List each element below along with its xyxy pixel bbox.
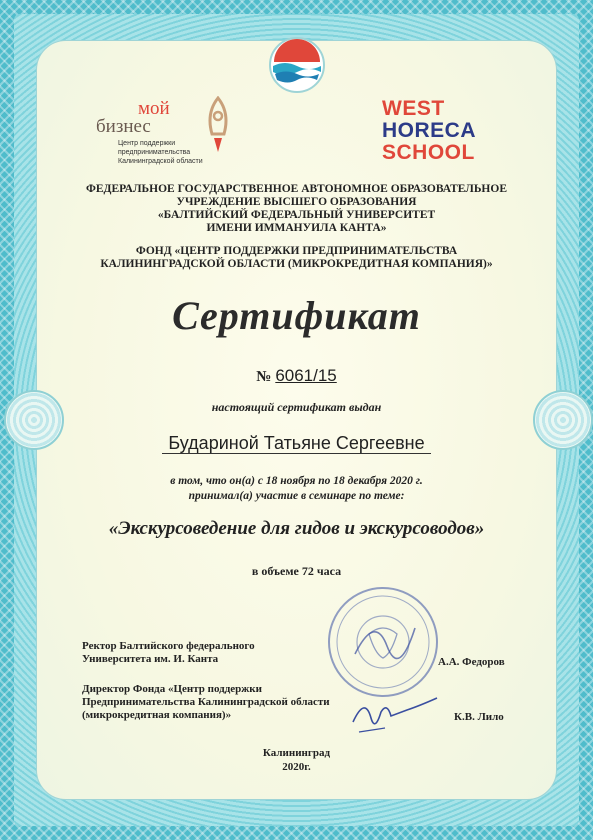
footer-place-date xyxy=(0,746,593,774)
caption-line-1: Центр поддержки xyxy=(118,140,176,147)
wave-emblem-icon xyxy=(268,36,326,94)
certificate-title: Сертификат xyxy=(172,293,421,338)
director-title-line-1: Директор Фонда «Центр поддержки xyxy=(82,683,262,695)
logo-school-text: SCHOOL xyxy=(382,141,475,164)
fund-line-2: КАЛИНИНГРАДСКОЙ ОБЛАСТИ (МИКРОКРЕДИТНАЯ КОМПАНИЯ)» xyxy=(100,258,493,270)
period-line-2: принимал(а) участие в семинаре по теме: xyxy=(188,490,405,502)
director-title-line-3: (микрокредитная компания)» xyxy=(82,709,232,721)
period-line-1: в том, что он(а) с 18 ноября по 18 декабря 2020 г. xyxy=(170,475,423,487)
director-title-line-2: Предпринимательства Калининградской области xyxy=(82,696,330,708)
institution-line-2: УЧРЕЖДЕНИЕ ВЫСШЕГО ОБРАЗОВАНИЯ xyxy=(176,196,417,208)
fund-line-1: ФОНД «ЦЕНТР ПОДДЕРЖКИ ПРЕДПРИНИМАТЕЛЬСТВА xyxy=(135,245,458,257)
rector-name: А.А. Федоров xyxy=(438,656,505,668)
logo-biznes-text: бизнес xyxy=(96,116,151,137)
logo-moy-text: мой xyxy=(138,98,170,119)
institution-heading xyxy=(0,183,593,235)
logo-horeca-text: HORECA xyxy=(382,119,477,142)
footer-city: Калининград xyxy=(262,747,331,759)
fund-heading xyxy=(0,245,593,271)
period-text xyxy=(0,474,593,504)
footer-year: 2020г. xyxy=(282,761,311,773)
caption-line-2: предпринимательства xyxy=(118,149,191,156)
certificate-number xyxy=(0,366,593,386)
institution-line-3: «БАЛТИЙСКИЙ ФЕДЕРАЛЬНЫЙ УНИВЕРСИТЕТ xyxy=(157,209,436,221)
logo-west-text: WEST xyxy=(382,97,445,120)
director-signature-block xyxy=(82,683,330,722)
handwritten-signature-icon xyxy=(345,688,445,738)
director-name: К.В. Лило xyxy=(454,711,504,723)
rector-signature-block xyxy=(82,640,255,666)
rector-title-line-2: Университета им. И. Канта xyxy=(82,653,219,665)
number-label: № xyxy=(256,369,272,385)
recipient-name xyxy=(0,433,593,454)
seminar-topic: «Экскурсоведение для гидов и экскурсоводов» xyxy=(108,518,485,539)
institution-line-1: ФЕДЕРАЛЬНОЕ ГОСУДАРСТВЕННОЕ АВТОНОМНОЕ ОБРАЗОВАТЕЛЬНОЕ xyxy=(86,183,507,195)
course-volume: в объеме 72 часа xyxy=(251,564,342,578)
west-horeca-school-logo xyxy=(382,98,492,164)
rocket-icon xyxy=(204,96,232,156)
issued-text: настоящий сертификат выдан xyxy=(211,400,382,414)
number-value: 6061/15 xyxy=(275,366,337,385)
rector-title-line-1: Ректор Балтийского федерального xyxy=(82,640,255,652)
recipient-value: Бударинoй Татьяне Сергеевне xyxy=(162,433,430,454)
official-seal-icon xyxy=(325,584,441,700)
caption-line-3: Калининградской области xyxy=(118,158,203,165)
institution-line-4: ИМЕНИ ИММАНУИЛА КАНТА» xyxy=(206,222,387,234)
